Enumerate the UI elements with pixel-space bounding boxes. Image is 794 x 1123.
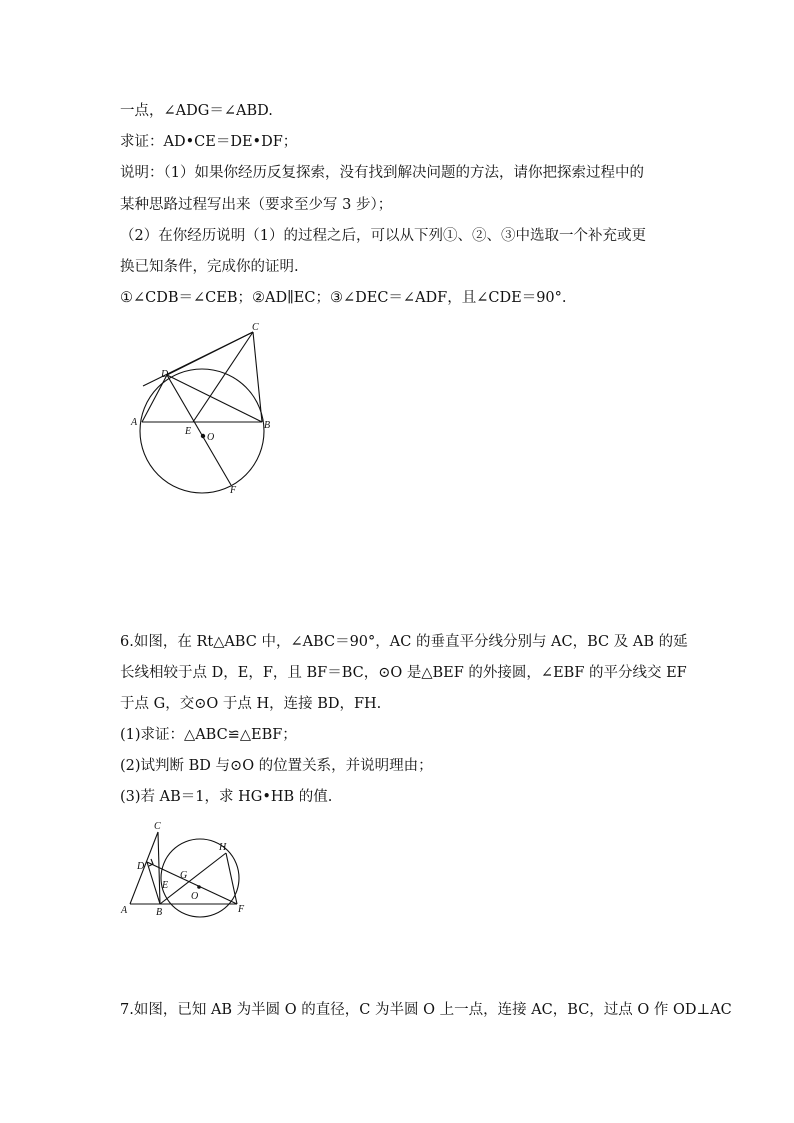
- problem7-line-1: 7.如图，已知 AB 为半圆 O 的直径，C 为半圆 O 上一点，连接 AC，BC，过点 O 作 OD⊥AC: [120, 1002, 732, 1018]
- p6-center-dot: [197, 885, 201, 889]
- p6-label-G: G: [180, 870, 188, 881]
- p5-label-D: D: [161, 369, 169, 380]
- p5-label-A: A: [131, 417, 138, 428]
- p6-label-O: O: [191, 891, 199, 902]
- problem6-line-3: 于点 G，交⊙O 于点 H，连接 BD，FH.: [120, 696, 382, 712]
- problem6-line-2: 长线相较于点 D，E，F，且 BF＝BC，⊙O 是△BEF 的外接圆，∠EBF 的平分线交 EF: [120, 665, 687, 681]
- p6-label-C: C: [154, 821, 161, 832]
- problem5-line-5: （2）在你经历说明（1）的过程之后，可以从下列①、②、③中选取一个补充或更: [120, 228, 646, 244]
- p6-label-D: D: [137, 861, 145, 872]
- problem6-line-6: (3)若 AB＝1，求 HG•HB 的值.: [120, 789, 333, 805]
- problem5-line-7: ①∠CDB＝∠CEB；②AD∥EC；③∠DEC＝∠ADF，且∠CDE＝90°.: [120, 290, 567, 306]
- problem6-line-5: (2)试判断 BD 与⊙O 的位置关系，并说明理由；: [120, 758, 433, 774]
- p6-label-B: B: [156, 907, 163, 918]
- p6-label-E: E: [162, 880, 169, 891]
- p5-label-B: B: [264, 420, 271, 431]
- p5-label-F: F: [230, 485, 237, 496]
- p6-label-F: F: [238, 904, 245, 915]
- problem5-line-2: 求证：AD•CE＝DE•DF；: [120, 134, 298, 150]
- p5-label-E: E: [185, 426, 192, 437]
- p6-segment-DB: [147, 862, 160, 904]
- p5-label-O: O: [207, 432, 215, 443]
- problem5-line-3: 说明：（1）如果你经历反复探索，没有找到解决问题的方法，请你把探索过程中的: [120, 165, 644, 181]
- p6-label-H: H: [219, 842, 227, 853]
- problem5-line-6: 换已知条件，完成你的证明.: [120, 259, 299, 275]
- p6-circle: [161, 839, 239, 917]
- problem6-line-4: (1)求证：△ABC≌△EBF；: [120, 727, 297, 743]
- problem5-line-1: 一点，∠ADG＝∠ABD.: [120, 103, 273, 119]
- p5-label-C: C: [252, 322, 259, 333]
- p6-label-A: A: [121, 905, 128, 916]
- problem5-line-4: 某种思路过程写出来（要求至少写 3 步）；: [120, 197, 393, 213]
- problem6-line-1: 6.如图，在 Rt△ABC 中，∠ABC＝90°，AC 的垂直平分线分别与 AC，BC 及 AB 的延: [120, 634, 688, 650]
